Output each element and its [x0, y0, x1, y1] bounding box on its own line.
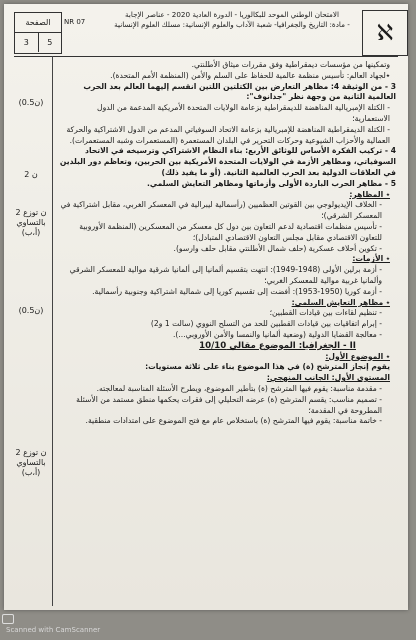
text-line: وتمكينها من مؤسسات ديمقراطية وفق مقررات ميثاق الأطلنتي.: [191, 60, 390, 69]
text-line: - أزمة برلين الأولى (1948-1949): انتهت بتقسيم ألمانيا إلى ألمانيا شرقية موالية للمعسكر الشرقي وألمانيا غربية موالية للمعسكر الغربي؛: [69, 265, 382, 285]
text-line: - تصميم مناسب: يقسم المترشح (ة) عرضه التحليلي إلى فقرات يحكمها منطق مستمد من الأسئلة المطروحة في المقدمة؛: [76, 394, 382, 415]
text-line: - إبرام اتفاقيات بين قيادات القطبين للحد من التسلح النووي (سالت 1 و2): [150, 319, 382, 329]
text-line: ٭لجهاد العالم: تأسيس منظمة عالمية للحفاظ على السلم والأمن (المنظمة الأمم المتحدة).: [110, 70, 390, 80]
text-line: - تأسيس منظمات اقتصادية لدعم التعاون بين دول كل معسكر من المعسكرين (المنظمة الأوروبية للتعاون الاقتصادي مقابل مجلس التعاون الاقتصادي المتبادل)؛: [79, 221, 382, 242]
text-line: - الكتلة الديمقراطية المناهضة للإمبريالية بزعامة الاتحاد السوفياتي المدعم من الدول الاشتراكية والحركة العمالية والأحزاب الشيوعية وحركات التحرير في البلدان المستعمرة (المستعمرات وشبه المستعمرات).: [66, 124, 390, 145]
mark-q5: 2 ن توزع بالتساوي (أ،ب): [15, 208, 47, 237]
question-4: 4 - تركيب الفكرة الأساس للوثائق الأربع: بناء النظام الاشتراكي وترسيخه في الاتحاد السوفياتي، ومظاهر الأزمة في الولايات المتحدة الأمريكية بين الحربين، وتعاظم دور البلدين في العلاقات الدولية بعد الحرب العالمية الثانية. (أو ما يفيد ذلك): [59, 146, 396, 177]
exam-page: [4, 4, 408, 610]
text-line: - معالجة القضايا الدولية (وضعية ألمانيا والنمسا والأمن الأوروبي...).: [173, 329, 382, 339]
exam-header-line1: الامتحان الوطني الموحد للبكالوريا - الدورة العادية 2020 - عناصر الإجابة: [125, 10, 339, 19]
text-line: - أزمة كوريا (1950-1953): أفضت إلى تقسيم كوريا إلى شمالية اشتراكية وجنوبية رأسمالية.: [92, 286, 382, 296]
header-divider: [14, 56, 398, 57]
exam-header-line2: - مادة: التاريخ والجغرافيا- شعبة الآداب والعلوم الإنسانية: مسلك العلوم الإنسانية: [114, 20, 350, 29]
exam-code: NR 07: [64, 18, 86, 26]
topic-one-heading: ٭ الموضوع الأول:: [325, 351, 390, 361]
camscanner-icon: [2, 614, 14, 624]
page-label: الصفحة: [25, 18, 51, 27]
mark-q2: (0.5ن): [18, 98, 44, 107]
text-line: - الخلاف الإيديولوجي بين القوتين العظميين (رأسمالية ليبرالية في المعسكر الغربي، مقابل اشتراكية في المعسكر الشرقي)؛: [60, 200, 382, 221]
subheading-crises: ٭ الأزمات:: [352, 254, 390, 264]
text-line: - خاتمة مناسبة: يقوم فيها المترشح (ة) باستخلاص عام مع فتح الموضوع على امتدادات منطقية.: [85, 416, 382, 426]
margin-divider: [52, 56, 53, 606]
mark-geo-method: 2 ن توزع بالتساوي (أ،ب): [15, 448, 47, 477]
mark-q4: 2 ن: [24, 170, 38, 179]
question-3: 3 - من الوثيقة 4: مظاهر التعارض بين الكتلتين اللتين انقسم إليهما العالم بعد الحرب العالمية الثانية من وجهة نظر "جدانوف":: [83, 81, 396, 102]
page-number-box: [14, 12, 62, 54]
scanner-watermark: Scanned with CamScanner: [6, 626, 101, 634]
question-5: 5 - مظاهر الحرب الباردة الأولى وأزماتها ومظاهر التعايش السلمي.: [147, 178, 396, 188]
geography-title: II - الجغرافيا: الموضوع مقالي 10/10: [199, 340, 356, 351]
mark-q5-crises: (0.5ن): [18, 306, 44, 315]
subheading-coexistence: ٭ مظاهر التعايش السلمي:: [291, 297, 390, 307]
text-line: - تنظيم لقاءات بين قيادات القطبين؛: [269, 308, 382, 318]
exam-header: [112, 10, 352, 30]
text-line: - الكتلة الإمبريالية المناهضة للديمقراطية بزعامة الولايات المتحدة الأمريكية المدعمة من الدول الاستعمارية؛: [97, 103, 390, 123]
text-line: - تكوين أحلاف عسكرية (حلف شمال الأطلنتي مقابل حلف وارسو).: [173, 243, 382, 253]
answer-body: [58, 60, 396, 427]
page-current: 5: [38, 33, 62, 52]
text-line: يقوم إنجاز المترشح (ة) في هذا الموضوع بناء على ثلاثة مستويات:: [145, 362, 390, 372]
subheading-aspects: ٭ المظاهر:: [349, 189, 390, 199]
level-one-heading: المستوى الأول: الجانب المنهجي:: [266, 373, 390, 383]
ministry-logo-icon: ℵ: [362, 10, 408, 56]
text-line: - مقدمة مناسبة: يقوم فيها المترشح (ة) بتأطير الموضوع، ويطرح الأسئلة المناسبة لمعالجته.: [96, 383, 382, 393]
page-total: 3: [23, 38, 29, 47]
